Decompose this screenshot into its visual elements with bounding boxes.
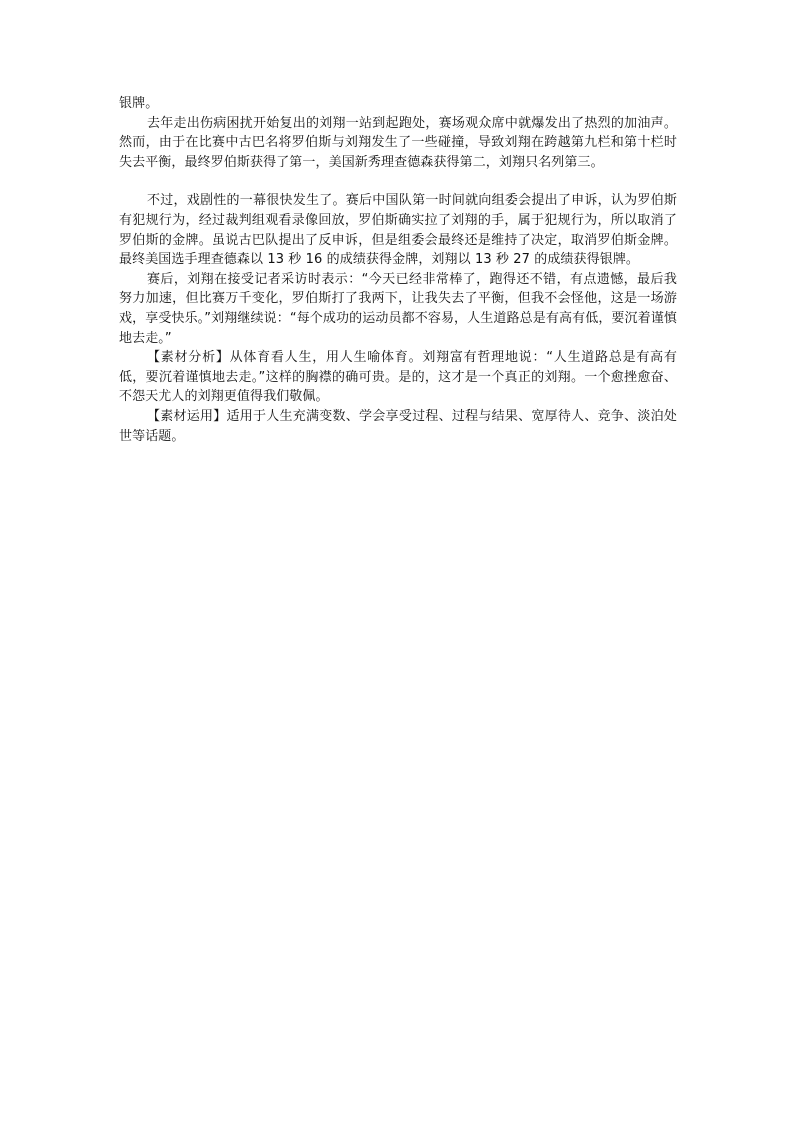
paragraph-material-analysis: 【素材分析】从体育看人生，用人生喻体育。刘翔富有哲理地说：“人生道路总是有高有低，要沉着谨慎地去走。”这样的胸襟的确可贵。是的，这才是一个真正的刘翔。一个愈挫愈奋、不怨天尤人的刘翔更值得我们敬佩。 bbox=[119, 350, 677, 405]
paragraph-continuation: 银牌。 bbox=[119, 96, 159, 111]
paragraph-material-usage: 【素材运用】适用于人生充满变数、学会享受过程、过程与结果、宽厚待人、竞争、淡泊处世等话题。 bbox=[119, 408, 677, 444]
paragraph-race-description: 去年走出伤病困扰开始复出的刘翔一站到起跑处，赛场观众席中就爆发出了热烈的加油声。然而，由于在比赛中古巴名将罗伯斯与刘翔发生了一些碰撞，导致刘翔在跨越第九栏和第十栏时失去平衡，最终罗伯斯获得了第一，美国新秀理查德森获得第二，刘翔只名列第三。 bbox=[119, 115, 677, 170]
paragraph-interview: 赛后，刘翔在接受记者采访时表示：“今天已经非常棒了，跑得还不错，有点遗憾，最后我努力加速，但比赛万千变化，罗伯斯打了我两下，让我失去了平衡，但我不会怪他，这是一场游戏，享受快乐。”刘翔继续说：“每个成功的运动员都不容易，人生道路总是有高有低，要沉着谨慎地去走。” bbox=[119, 271, 677, 346]
document-body bbox=[119, 94, 677, 446]
paragraph-appeal-result: 不过，戏剧性的一幕很快发生了。赛后中国队第一时间就向组委会提出了申诉，认为罗伯斯有犯规行为，经过裁判组观看录像回放，罗伯斯确实拉了刘翔的手，属于犯规行为，所以取消了罗伯斯的金牌。虽说古巴队提出了反申诉，但是组委会最终还是维持了决定，取消罗伯斯金牌。最终美国选手理查德森以 13 秒 16 的成绩获得金牌，刘翔以 13 秒 27 的成绩获得银牌。 bbox=[119, 193, 677, 268]
